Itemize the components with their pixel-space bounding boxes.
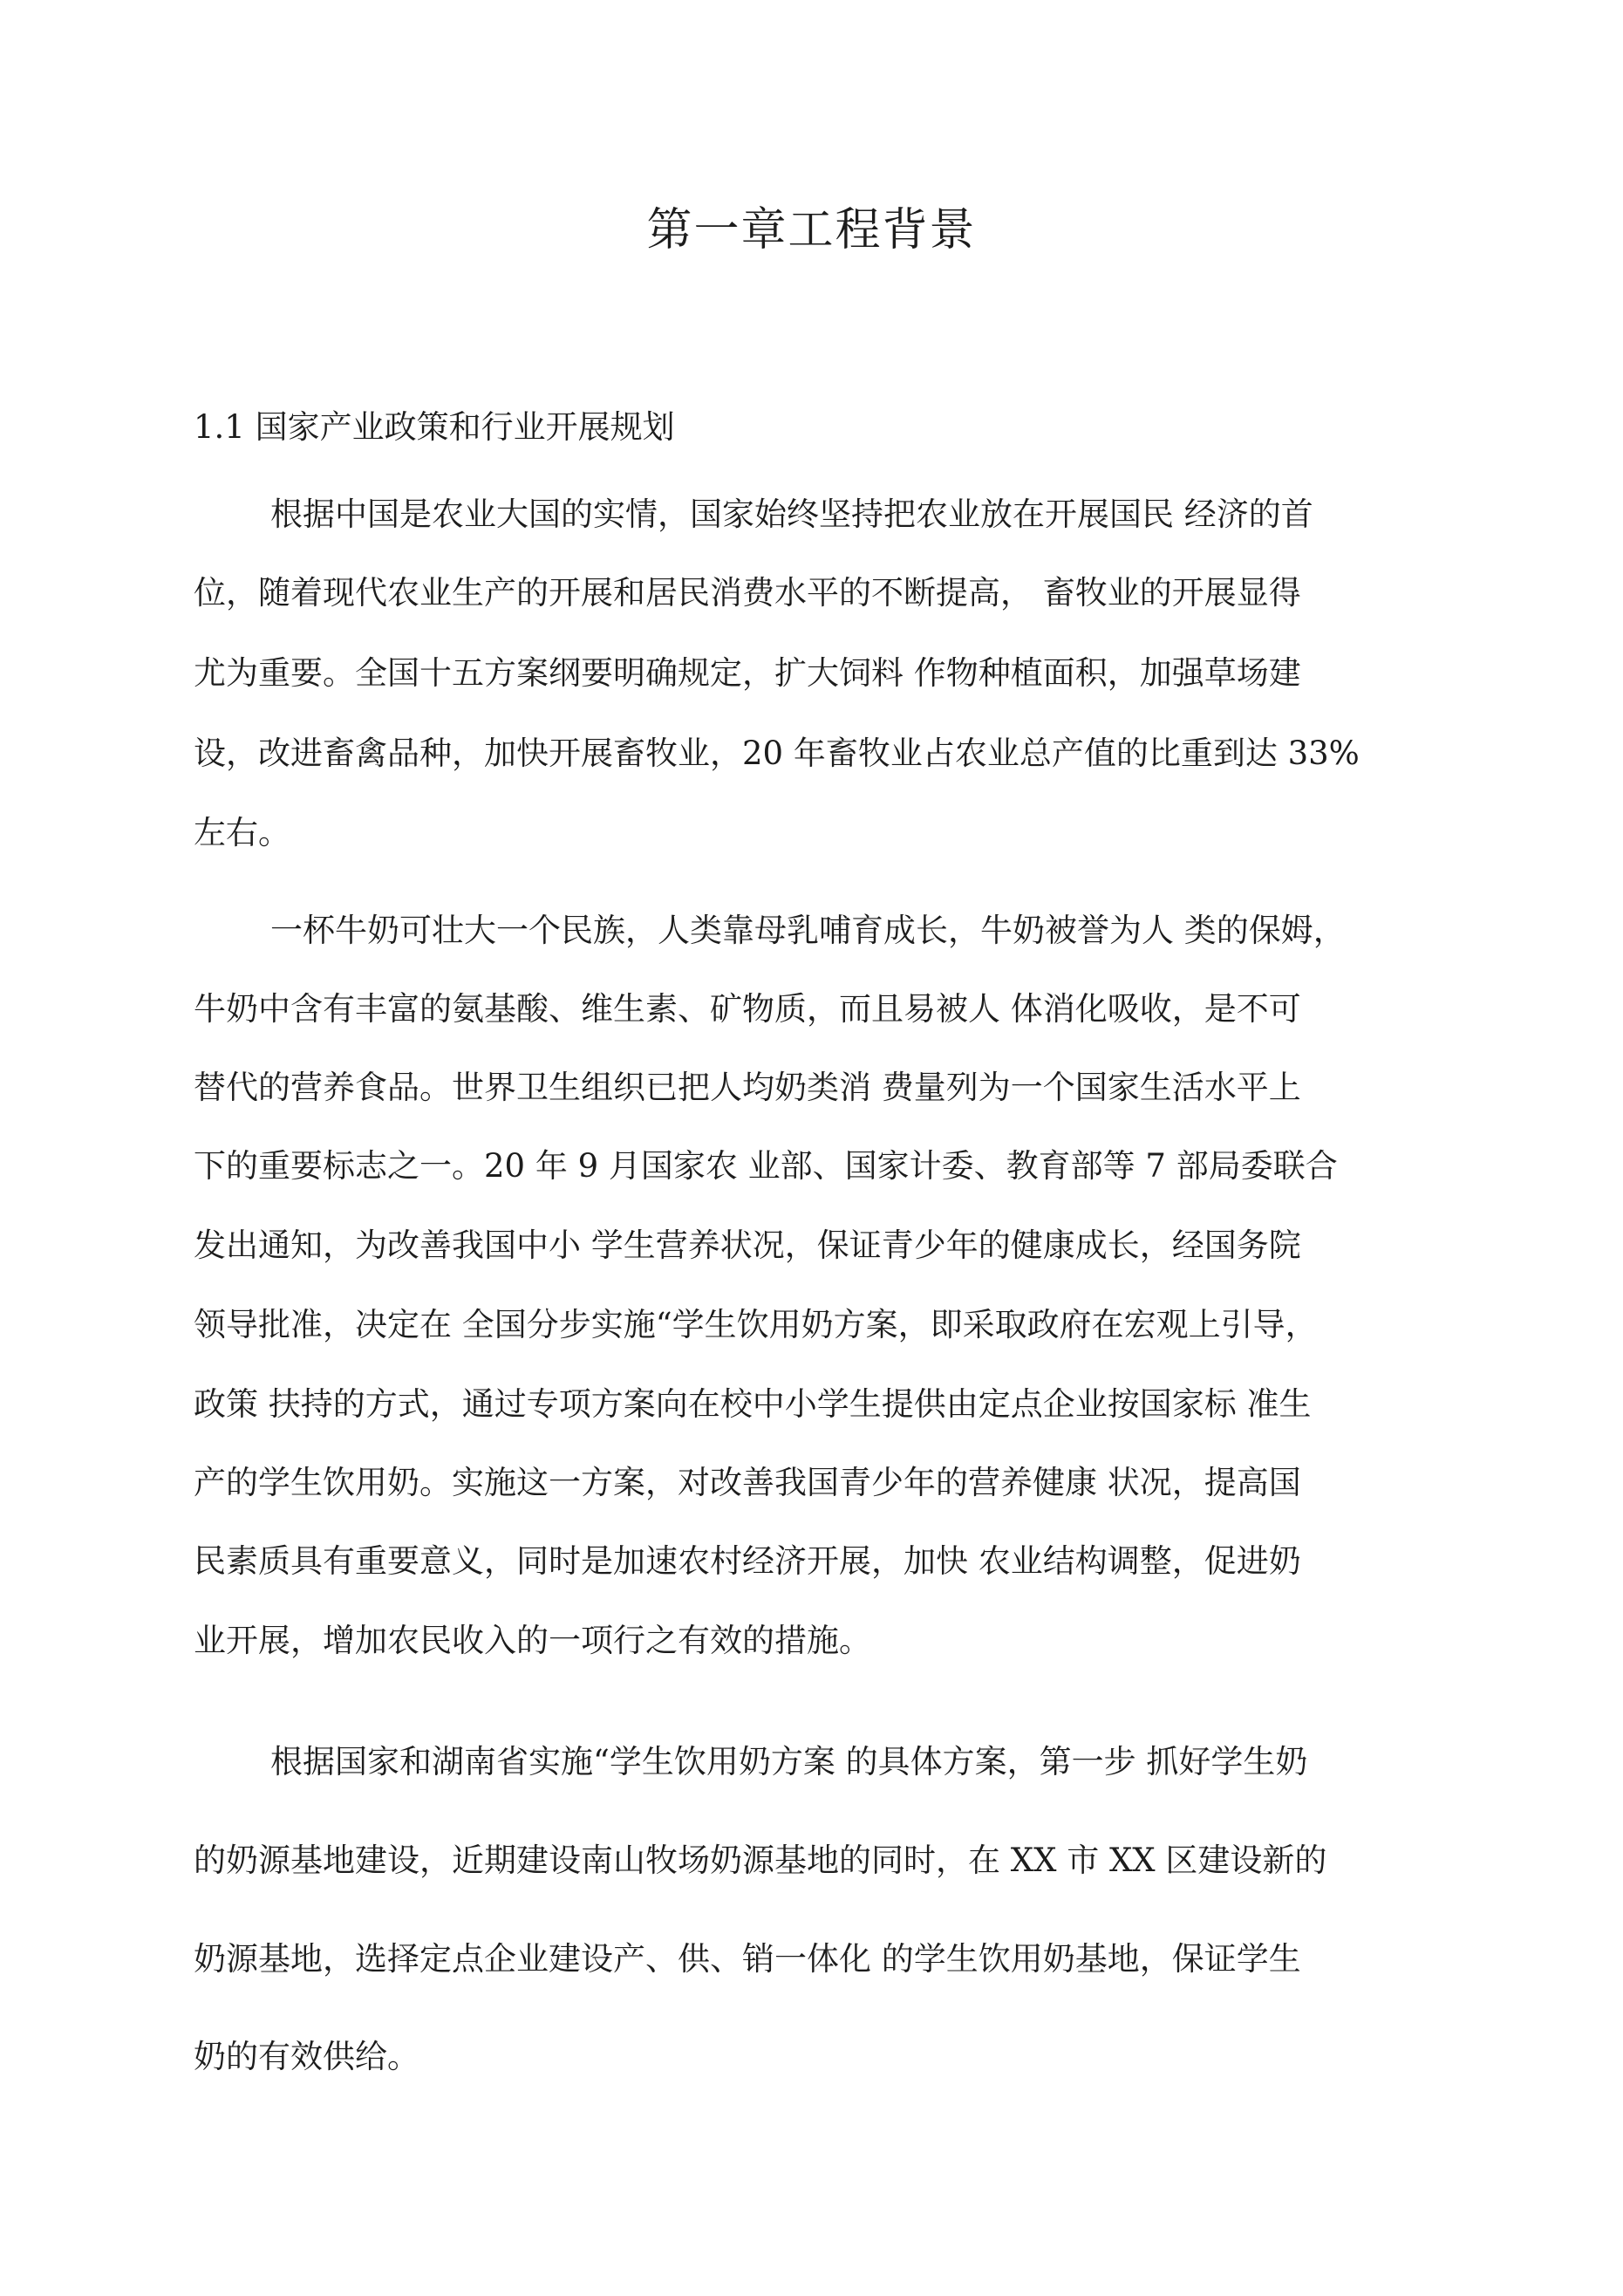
paragraph-line: 发出通知，为改善我国中小 学生营养状况，保证青少年的健康成长，经国务院 [194, 1227, 1301, 1264]
paragraph-line: 业开展，增加农民收入的一项行之有效的措施。 [194, 1622, 871, 1659]
paragraph-line: 设，改进畜禽品种，加快开展畜牧业，20 年畜牧业占农业总产值的比重到达 33% [194, 735, 1360, 772]
paragraph-line: 产的学生饮用奶。实施这一方案，对改善我国青少年的营养健康 状况，提高国 [194, 1464, 1301, 1501]
paragraph-line: 替代的营养食品。世界卫生组织已把人均奶类消 费量列为一个国家生活水平上 [194, 1069, 1301, 1106]
chapter-title: 第一章工程背景 [646, 204, 977, 256]
paragraph-line: 位，随着现代农业生产的开展和居民消费水平的不断提高， 畜牧业的开展显得 [194, 574, 1301, 612]
paragraph-line: 奶源基地，选择定点企业建设产、供、销一体化 的学生饮用奶基地，保证学生 [194, 1940, 1301, 1978]
paragraph-line: 根据国家和湖南省实施“学生饮用奶方案 的具体方案，第一步 抓好学生奶 [270, 1743, 1308, 1780]
paragraph-line: 奶的有效供给。 [194, 2038, 419, 2075]
paragraph-line: 的奶源基地建设，近期建设南山牧场奶源基地的同时，在 XX 市 XX 区建设新的 [194, 1842, 1327, 1879]
paragraph-line: 左右。 [194, 814, 290, 851]
paragraph-line: 牛奶中含有丰富的氨基酸、维生素、矿物质，而且易被人 体消化吸收，是不可 [194, 990, 1301, 1028]
paragraph-line: 一杯牛奶可壮大一个民族，人类靠母乳哺育成长，牛奶被誉为人 类的保姆， [270, 912, 1346, 949]
paragraph-line: 民素质具有重要意义，同时是加速农村经济开展，加快 农业结构调整，促进奶 [194, 1542, 1301, 1580]
paragraph-line: 政策 扶持的方式，通过专项方案向在校中小学生提供由定点企业按国家标 准生 [194, 1385, 1312, 1423]
paragraph-line: 下的重要标志之一。20 年 9 月国家农 业部、国家计委、教育部等 7 部局委联合 [194, 1147, 1338, 1185]
paragraph-line: 尤为重要。全国十五方案纲要明确规定，扩大饲料 作物种植面积，加强草场建 [194, 654, 1301, 692]
section-heading: 1.1 国家产业政策和行业开展规划 [194, 408, 675, 446]
paragraph-line: 领导批准，决定在 全国分步实施“学生饮用奶方案，即采取政府在宏观上引导， [194, 1306, 1318, 1343]
paragraph-line: 根据中国是农业大国的实情，国家始终坚持把农业放在开展国民 经济的首 [270, 495, 1313, 533]
